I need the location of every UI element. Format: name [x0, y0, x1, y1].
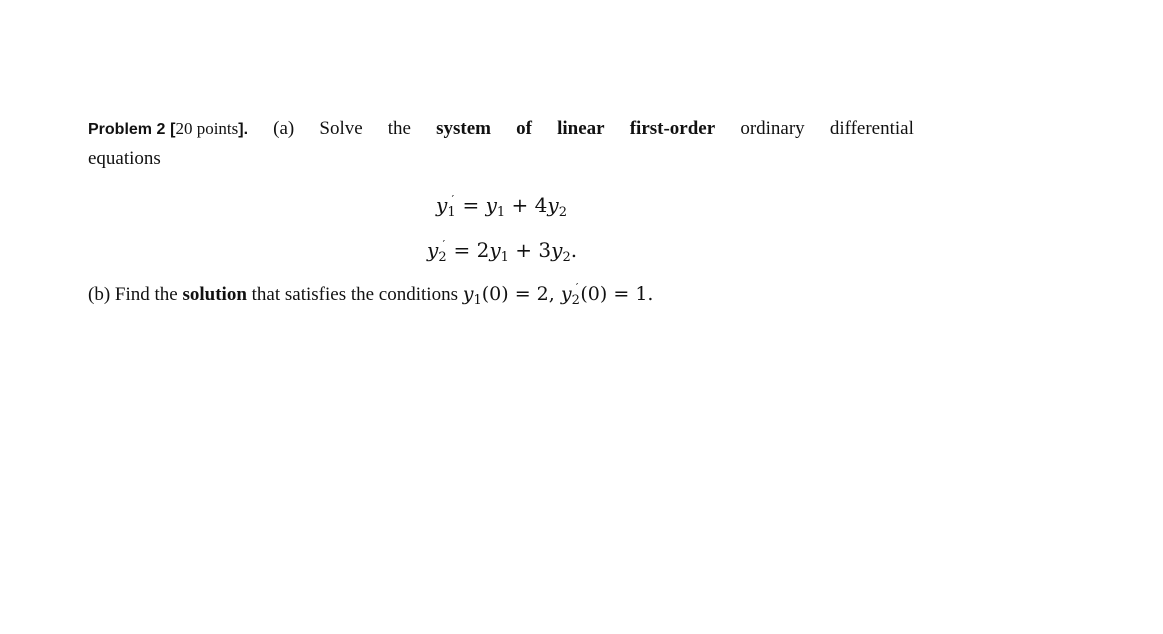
part-a-marker: (a)	[273, 118, 295, 139]
cond1-arg: (0)	[481, 283, 509, 305]
cond2-arg: (0)	[580, 283, 608, 305]
eq2-term1-sub: 1	[500, 250, 509, 265]
word-solve: Solve	[319, 118, 363, 139]
eq2-prime: ′	[442, 238, 446, 251]
points-bracket-open: [	[170, 121, 176, 138]
eq1-lhs-var: y	[436, 193, 448, 217]
word-linear: linear	[557, 118, 605, 139]
eq2-term2-var: y	[551, 238, 563, 262]
cond1-var: y	[462, 283, 474, 305]
eq2-term1-var: y	[489, 238, 501, 262]
eq2-term2-coef: 3	[538, 238, 552, 262]
problem-statement-line-2: equations	[88, 148, 161, 169]
eq2-equals: =	[453, 238, 471, 262]
eq1-term2-var: y	[547, 193, 559, 217]
cond1-value: 2,	[536, 283, 555, 305]
eq1-plus: +	[511, 193, 529, 217]
eq1-term1-var: y	[485, 193, 497, 217]
word-differential: differential	[829, 118, 914, 139]
part-b-text-after: that satisfies the conditions	[251, 284, 458, 305]
cond2-prime: ′	[575, 281, 579, 294]
eq2-end: .	[570, 238, 578, 262]
eq2-lhs-var: y	[427, 238, 439, 262]
problem-statement-line-1	[88, 118, 914, 140]
eq2-term2-sub: 2	[562, 250, 571, 265]
problem-header	[88, 118, 248, 140]
eq1-term1-sub: 1	[496, 205, 506, 220]
cond1-sub: 1	[473, 293, 482, 308]
cond2-var: y	[560, 283, 572, 305]
cond2-equals: =	[613, 283, 630, 305]
part-b-marker: (b)	[88, 284, 111, 305]
part-b-text-before: Find the	[114, 284, 178, 305]
cond2-sub: 2	[571, 293, 580, 308]
points-bracket-close: ].	[238, 121, 249, 138]
word-ordinary: ordinary	[740, 118, 805, 139]
word-the: the	[387, 118, 411, 139]
eq2-term1-coef: 2	[476, 238, 490, 262]
eq1-term2-sub: 2	[558, 205, 567, 220]
equation-2	[427, 238, 578, 265]
eq1-term2-coef: 4	[534, 193, 548, 217]
points-text: 20 points	[175, 119, 239, 138]
eq2-lhs-sub: 2	[438, 250, 447, 265]
eq1-lhs-sub: 1	[447, 205, 456, 220]
part-b-statement	[88, 283, 653, 306]
word-first-order: first-order	[629, 118, 716, 139]
initial-conditions	[462, 281, 654, 308]
part-b-bold-word: solution	[182, 284, 247, 305]
problem-label: Problem 2	[88, 121, 166, 138]
eq2-plus: +	[515, 238, 533, 262]
cond2-value: 1.	[635, 283, 654, 305]
cond1-equals: =	[514, 283, 531, 305]
word-system: system	[436, 118, 492, 139]
eq1-equals: =	[462, 193, 480, 217]
word-of: of	[516, 118, 532, 139]
eq1-prime: ′	[451, 193, 455, 206]
equation-1	[436, 193, 567, 220]
